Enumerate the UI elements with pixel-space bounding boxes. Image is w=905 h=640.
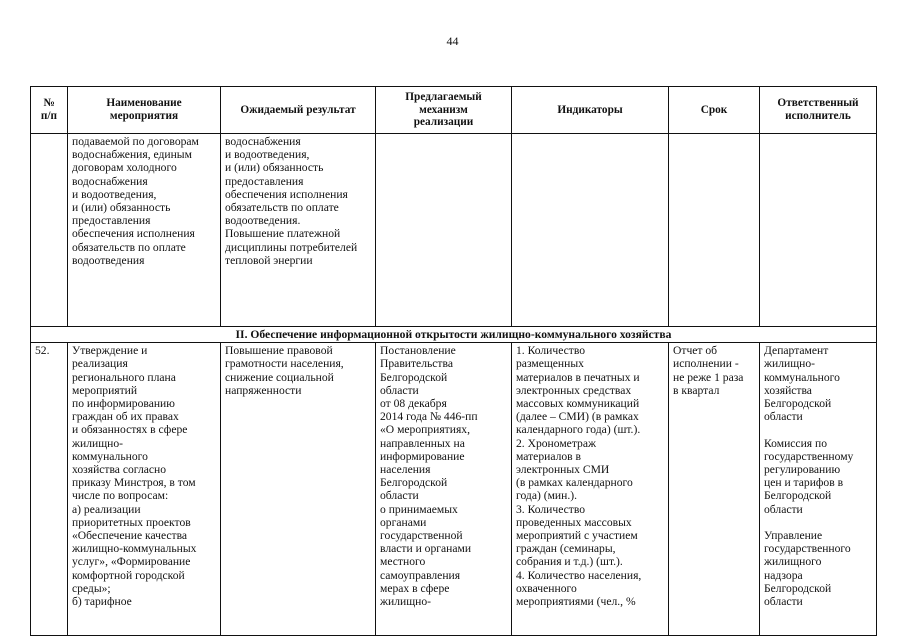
header-term: Срок	[669, 87, 760, 134]
cell-expected-result: Повышение правовой грамотности населения, снижение социальной напряженности	[221, 343, 376, 636]
cell-executor: Департамент жилищно- коммунального хозяйства Белгородской области Комиссия по государственному регулированию цен и тарифов в Белгородской области Управление государственного жилищного надзора Белгородской области	[760, 343, 877, 636]
table-row	[31, 343, 877, 636]
table-header-row	[31, 87, 877, 134]
header-executor: Ответственный исполнитель	[760, 87, 877, 134]
cell-measure-name: подаваемой по договорам водоснабжения, единым договорам холодного водоснабжения и водоотведения, и (или) обязанность предоставления обеспечения исполнения обязательств по оплате водоотведения	[68, 134, 221, 327]
cell-number: 52.	[31, 343, 68, 636]
cell-expected-result: водоснабжения и водоотведения, и (или) обязанность предоставления обеспечения исполнения обязательств по оплате водоотведения. Повышение платежной дисциплины потребителей тепловой энергии	[221, 134, 376, 327]
section-row	[31, 327, 877, 343]
section-title: II. Обеспечение информационной открытости жилищно-коммунального хозяйства	[31, 327, 877, 343]
cell-measure-name: Утверждение и реализация регионального плана мероприятий по информированию граждан об их правах и обязанностях в сфере жилищно- коммунального хозяйства согласно приказу Минстроя, в том числе по вопросам: а) реализации приоритетных проектов «Обеспечение качества жилищно-коммунальных услуг», «Формирование комфортной городской среды»; б) тарифное	[68, 343, 221, 636]
cell-indicators: 1. Количество размещенных материалов в печатных и электронных средствах массовых коммуникаций (далее – СМИ) (в рамках календарного года) (шт.). 2. Хронометраж материалов в электронных СМИ (в рамках календарного года) (мин.). 3. Количество проведенных массовых мероприятий с участием граждан (семинары, собрания и т.д.) (шт.). 4. Количество населения, охваченного мероприятиями (чел., %	[512, 343, 669, 636]
measures-table	[30, 86, 877, 636]
cell-term: Отчет об исполнении - не реже 1 раза в квартал	[669, 343, 760, 636]
header-expected-result: Ожидаемый результат	[221, 87, 376, 134]
page-number: 44	[446, 34, 459, 48]
cell-executor	[760, 134, 877, 327]
header-indicators: Индикаторы	[512, 87, 669, 134]
cell-number	[31, 134, 68, 327]
header-number: № п/п	[31, 87, 68, 134]
table-row	[31, 134, 877, 327]
cell-mechanism: Постановление Правительства Белгородской области от 08 декабря 2014 года № 446-пп «О мероприятиях, направленных на информирование населения Белгородской области о принимаемых органами государственной власти и органами местного самоуправления мерах в сфере жилищно-	[376, 343, 512, 636]
cell-mechanism	[376, 134, 512, 327]
header-mechanism: Предлагаемый механизм реализации	[376, 87, 512, 134]
cell-indicators	[512, 134, 669, 327]
cell-term	[669, 134, 760, 327]
header-measure-name: Наименование мероприятия	[68, 87, 221, 134]
